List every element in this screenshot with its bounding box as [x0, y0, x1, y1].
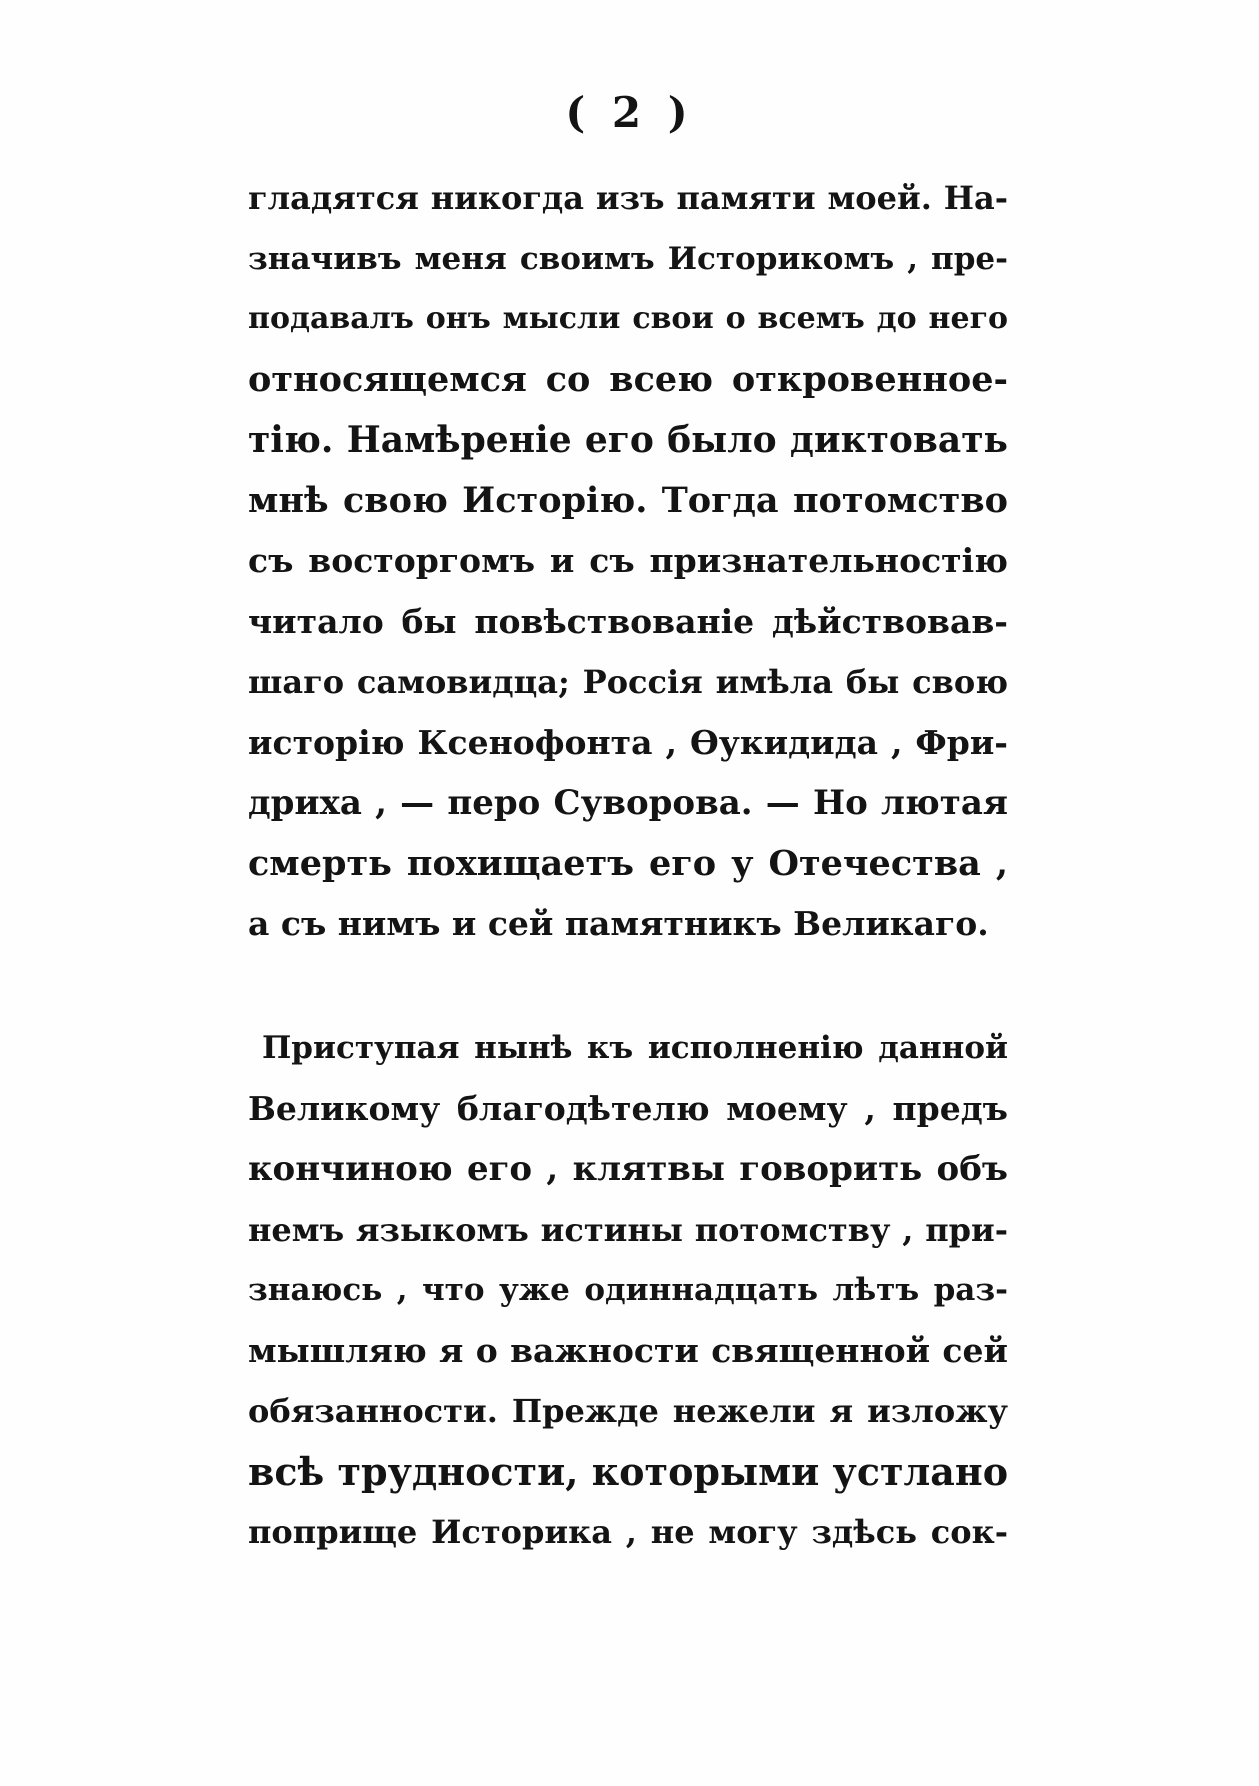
text-line: съ восторгомъ и съ признательностію [248, 541, 1008, 580]
text-line: тію. Намѣреніе его было диктовать [248, 419, 1008, 461]
page-number: ( 2 ) [565, 88, 694, 137]
text-line: мышляю я о важности священной сей [248, 1330, 1008, 1370]
text-line: знаюсь , что уже одиннадцать лѣтъ раз- [248, 1272, 1008, 1308]
text-line: поприще Историка , не могу здѣсь сок- [248, 1513, 1008, 1551]
text-line: Великому благодѣтелю моему , предъ [248, 1088, 1008, 1128]
text-line: гладятся никогда изъ памяти моей. На- [248, 179, 1008, 217]
text-line: исторію Ксенофонта , Ѳукидида , Фри- [248, 722, 1008, 762]
text-line: дриха , — перо Суворова. — Но лютая [248, 783, 1008, 823]
text-line: значивъ меня своимъ Историкомъ , пре- [248, 240, 1008, 277]
text-line: всѣ трудности, которыми устлано [248, 1448, 1009, 1494]
text-line: немъ языкомъ истины потомству , при- [248, 1210, 1008, 1249]
text-line: обязанности. Прежде нежели я изложу [248, 1392, 1008, 1430]
text-line: читало бы повѣствованіе дѣйствовав- [248, 601, 1008, 641]
text-line: кончиною его , клятвы говорить объ [248, 1149, 1008, 1189]
text-line: Приступая нынѣ къ исполненію данной [262, 1030, 1008, 1066]
text-line: относящемся со всею откровенное- [248, 358, 1008, 400]
text-line: а съ нимъ и сей памятникъ Великаго. [248, 904, 989, 943]
paragraph-1 [248, 168, 1008, 955]
paragraph-2 [248, 1018, 1008, 1563]
text-line: мнѣ свою Исторію. Тогда потомство [248, 479, 1008, 521]
text-line: подавалъ онъ мысли свои о всемъ до него [248, 301, 1008, 336]
text-line: смерть похищаетъ его у Отечества , [248, 842, 1008, 884]
text-line: шаго самовидца; Россія имѣла бы свою [248, 663, 1008, 701]
